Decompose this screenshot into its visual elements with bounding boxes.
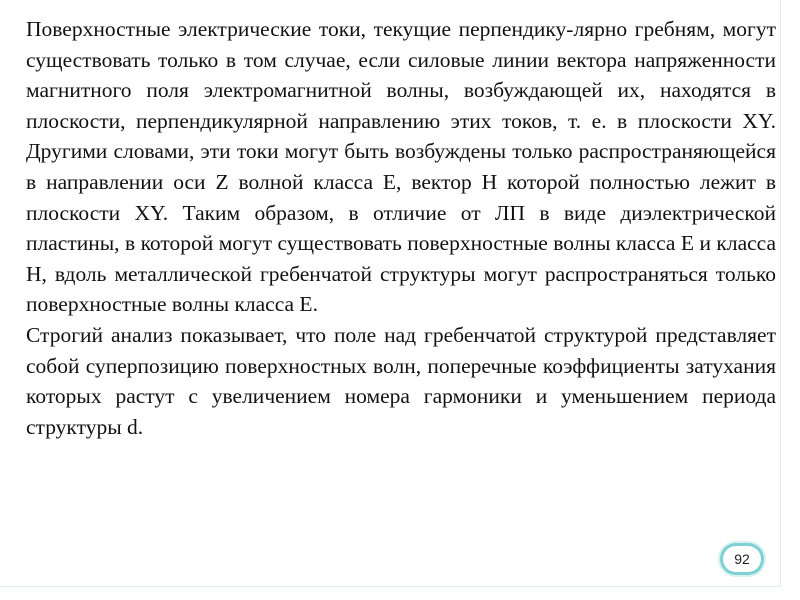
right-border-line <box>780 0 781 586</box>
page-number-badge <box>723 546 761 572</box>
paragraph-1: Поверхностные электрические токи, текущие перпендику-лярно гребням, могут существовать только в том случае, если силовые линии вектора напряженности магнитного поля электромагнитной волны, возбуждающей их, находятся в плоскости, перпендикулярной направлению этих токов, т. е. в плоскости XY. Другими словами, эти токи могут быть возбуждены только распространяющейся в направлении оси Z волной класса Е, вектор Н которой полностью лежит в плоскости XY. Таким образом, в отличие от ЛП в виде диэлектрической пластины, в которой могут существовать поверхностные волны класса Е и класса Н, вдоль металлической гребенчатой структуры могут распространяться только поверхностные волны класса Е. <box>26 17 776 317</box>
body-text <box>26 14 776 442</box>
page-number: 92 <box>734 551 750 567</box>
paragraph-2: Строгий анализ показывает, что поле над гребенчатой структурой представляет собой суперпозицию поверхностных волн, поперечные коэффициенты затухания которых растут с увеличением номера гармоники и уменьшением периода структуры d. <box>26 322 776 439</box>
bottom-border-line <box>0 586 781 587</box>
